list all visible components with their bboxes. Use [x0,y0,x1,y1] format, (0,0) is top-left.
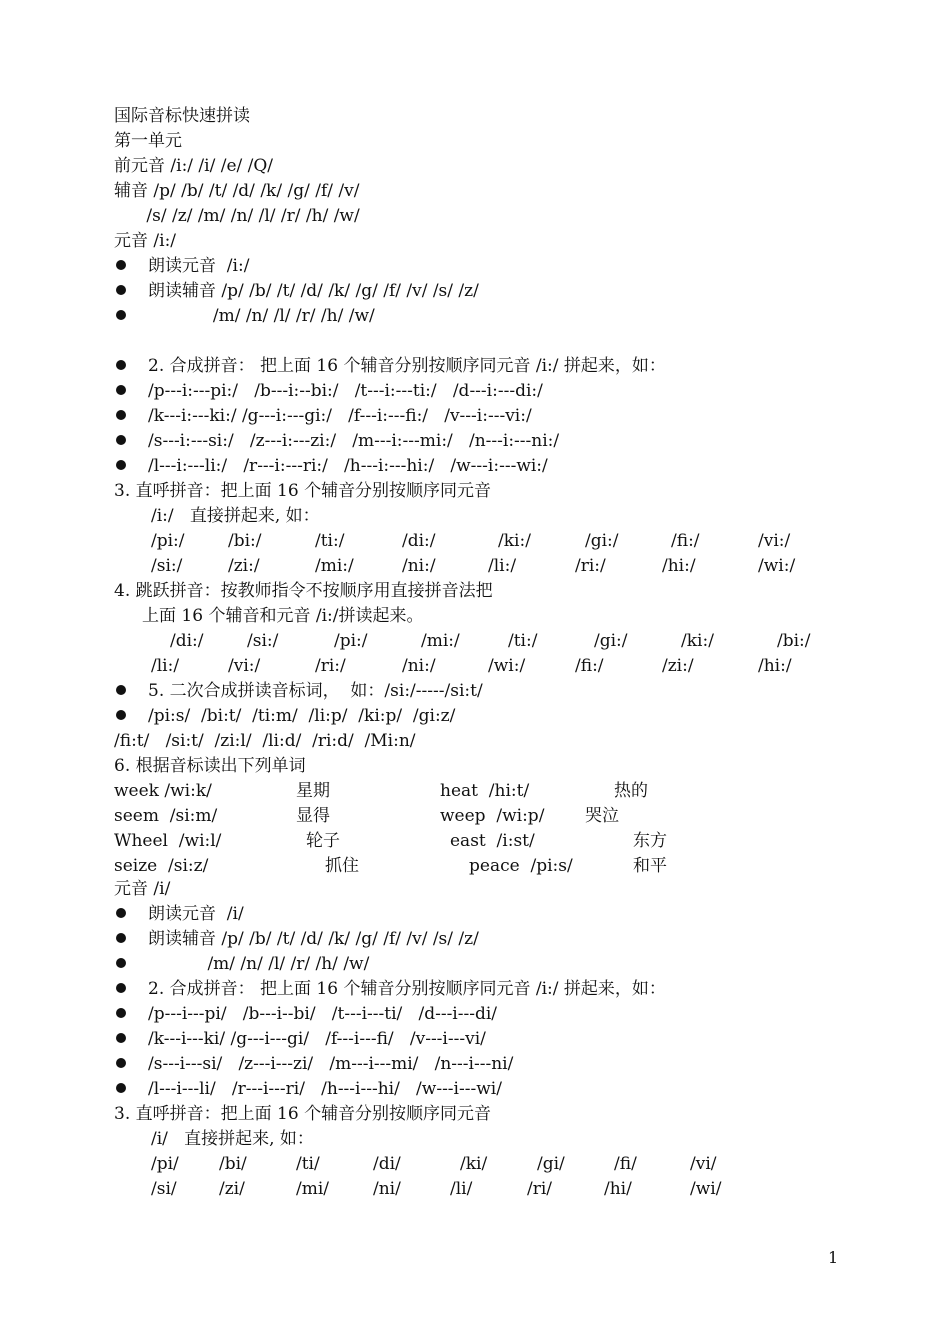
phonetic-cell: /vi:/ [758,531,791,551]
phonetic-cell: /bi/ [219,1154,247,1174]
phonetic-cell: /ni:/ [402,656,436,676]
bullet-icon [116,1083,126,1093]
phonetic-cell: /di/ [373,1154,401,1174]
phonetic-cell: /ki/ [460,1154,488,1174]
section-3-title: 3. 直呼拼音：把上面 16 个辅音分别按顺序同元音 [114,1104,492,1124]
list-item: /p---i---pi/ /b---i--bi/ /t---i---ti/ /d---i---di/ [114,1002,497,1027]
list-item: 2. 合成拼音： 把上面 16 个辅音分别按顺序同元音 /i:/ 拼起来，如： [114,977,666,1002]
bullet-icon [116,710,126,720]
list-item: /l---i---li/ /r---i---ri/ /h---i---hi/ /w---i---wi/ [114,1077,502,1102]
vocab-word: week /wi:k/ [114,781,212,801]
vocab-meaning: 星期 [296,781,330,801]
bullet-icon [116,385,126,395]
list-item: 朗读辅音 /p/ /b/ /t/ /d/ /k/ /g/ /f/ /v/ /s/ /z/ [114,927,479,952]
unit-heading: 第一单元 [114,131,182,151]
phonetic-cell: /vi:/ [228,656,261,676]
phonetic-cell: /fi/ [614,1154,637,1174]
vocab-word: heat /hi:t/ [440,781,530,801]
phonetic-cell: /li:/ [151,656,180,676]
phonetic-cell: /gi:/ [585,531,619,551]
consonants-line: 辅音 /p/ /b/ /t/ /d/ /k/ /g/ /f/ /v/ [114,181,360,201]
vocab-meaning: 哭泣 [585,806,619,826]
bullet-icon [116,410,126,420]
bullet-icon [116,1008,126,1018]
bullet-icon [116,435,126,445]
bullet-icon [116,958,126,968]
section-3-title: 3. 直呼拼音：把上面 16 个辅音分别按顺序同元音 [114,481,492,501]
phonetic-cell: /ni/ [373,1179,401,1199]
phonetic-cell: /pi/ [151,1154,179,1174]
phonetic-cell: /hi:/ [758,656,792,676]
phonetic-cell: /bi:/ [777,631,811,651]
list-item: 朗读元音 /i:/ [114,254,249,279]
phonetic-cell: /hi:/ [662,556,696,576]
section-3-sub: /i/ 直接拼起来, 如： [151,1129,314,1149]
bullet-icon [116,310,126,320]
vocab-meaning: 抓住 [325,856,359,876]
doc-title: 国际音标快速拼读 [114,106,250,126]
phonetic-cell: /zi:/ [662,656,694,676]
phonetic-cell: /ri:/ [315,656,346,676]
list-item: 2. 合成拼音： 把上面 16 个辅音分别按顺序同元音 /i:/ 拼起来，如： [114,354,666,379]
phonetic-cell: /ni:/ [402,556,436,576]
vocab-meaning: 和平 [633,856,667,876]
list-item: /k---i:---ki:/ /g---i:---gi:/ /f---i:---fi:/ /v---i:---vi:/ [114,404,532,429]
list-item: /s---i---si/ /z---i---zi/ /m---i---mi/ /n---i---ni/ [114,1052,513,1077]
phonetic-cell: /gi:/ [594,631,628,651]
vowel-heading: 元音 /i/ [114,879,171,899]
bullet-icon [116,983,126,993]
vocab-word: east /i:st/ [450,831,535,851]
phonetic-cell: /di:/ [402,531,436,551]
vocab-word: seize /si:z/ [114,856,209,876]
phonetic-cell: /li:/ [488,556,517,576]
phonetic-cell: /li/ [450,1179,473,1199]
bullet-icon [116,908,126,918]
section-4-title: 4. 跳跃拼音：按教师指令不按顺序用直接拼音法把 [114,581,493,601]
phonetic-cell: /pi:/ [151,531,185,551]
section-3-sub: /i:/ 直接拼起来, 如： [151,506,320,526]
list-item: /k---i---ki/ /g---i---gi/ /f---i---fi/ /v---i---vi/ [114,1027,486,1052]
phonetic-cell: /ki:/ [498,531,531,551]
bullet-icon [116,933,126,943]
bullet-icon [116,285,126,295]
vowel-heading: 元音 /i:/ [114,231,177,251]
section-6-title: 6. 根据音标读出下列单词 [114,756,306,776]
phonetic-words-line: /fi:t/ /si:t/ /zi:l/ /li:d/ /ri:d/ /Mi:n/ [114,731,416,751]
phonetic-cell: /mi:/ [315,556,354,576]
phonetic-cell: /ti:/ [315,531,345,551]
vocab-meaning: 显得 [296,806,330,826]
phonetic-cell: /si/ [151,1179,177,1199]
phonetic-cell: /hi/ [604,1179,632,1199]
phonetic-cell: /wi:/ [758,556,796,576]
list-item: /m/ /n/ /l/ /r/ /h/ /w/ [114,304,375,329]
bullet-icon [116,685,126,695]
consonants-line-2: /s/ /z/ /m/ /n/ /l/ /r/ /h/ /w/ [114,206,360,226]
vocab-word: Wheel /wi:l/ [114,831,222,851]
list-item: /l---i:---li:/ /r---i:---ri:/ /h---i:---hi:/ /w---i:---wi:/ [114,454,548,479]
phonetic-cell: /ri/ [527,1179,553,1199]
phonetic-cell: /wi/ [690,1179,722,1199]
phonetic-cell: /fi:/ [671,531,700,551]
list-item: /m/ /n/ /l/ /r/ /h/ /w/ [114,952,369,977]
list-item: 朗读元音 /i/ [114,902,244,927]
phonetic-cell: /pi:/ [334,631,368,651]
phonetic-cell: /zi:/ [228,556,260,576]
vocab-meaning: 东方 [633,831,667,851]
phonetic-cell: /di:/ [170,631,204,651]
bullet-icon [116,1058,126,1068]
front-vowels-line: 前元音 /i:/ /i/ /e/ /Q/ [114,156,274,176]
phonetic-cell: /si:/ [151,556,183,576]
vocab-word: weep /wi:p/ [440,806,545,826]
phonetic-cell: /zi/ [219,1179,245,1199]
page-number: 1 [828,1248,839,1267]
phonetic-cell: /ti/ [296,1154,320,1174]
phonetic-cell: /gi/ [537,1154,565,1174]
phonetic-cell: /vi/ [690,1154,717,1174]
phonetic-cell: /mi/ [296,1179,330,1199]
vocab-word: peace /pi:s/ [469,856,573,876]
phonetic-cell: /ti:/ [508,631,538,651]
vocab-word: seem /si:m/ [114,806,218,826]
phonetic-cell: /ki:/ [681,631,714,651]
bullet-icon [116,260,126,270]
bullet-icon [116,460,126,470]
phonetic-cell: /si:/ [247,631,279,651]
vocab-meaning: 热的 [614,781,648,801]
bullet-icon [116,1033,126,1043]
list-item: /s---i:---si:/ /z---i:---zi:/ /m---i:---mi:/ /n---i:---ni:/ [114,429,559,454]
phonetic-cell: /wi:/ [488,656,526,676]
list-item: /pi:s/ /bi:t/ /ti:m/ /li:p/ /ki:p/ /gi:z/ [114,704,455,729]
phonetic-cell: /fi:/ [575,656,604,676]
list-item: 5. 二次合成拼读音标词， 如：/si:/-----/si:t/ [114,679,483,704]
list-item: /p---i:---pi:/ /b---i:--bi:/ /t---i:---ti:/ /d---i:---di:/ [114,379,543,404]
section-4-sub: 上面 16 个辅音和元音 /i:/拼读起来。 [142,606,424,626]
phonetic-cell: /bi:/ [228,531,262,551]
phonetic-cell: /mi:/ [421,631,460,651]
list-item: 朗读辅音 /p/ /b/ /t/ /d/ /k/ /g/ /f/ /v/ /s/ /z/ [114,279,479,304]
bullet-icon [116,360,126,370]
phonetic-cell: /ri:/ [575,556,606,576]
vocab-meaning: 轮子 [306,831,340,851]
